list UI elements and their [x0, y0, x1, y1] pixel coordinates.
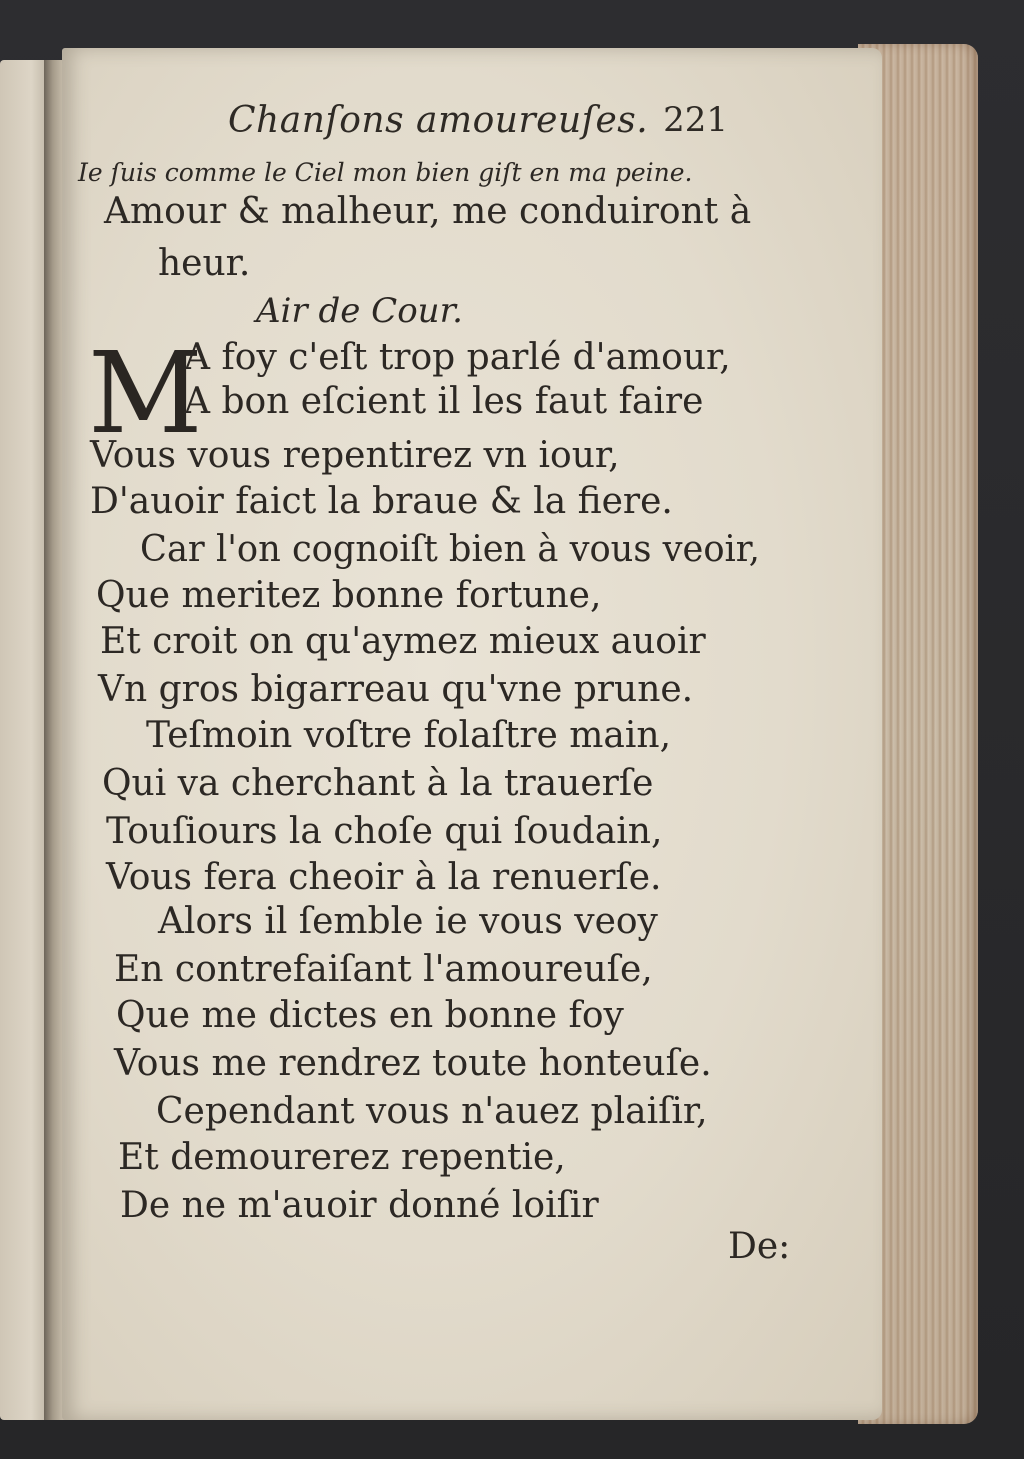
- verse-line: A foy c'eſt trop parlé d'amour,: [184, 337, 731, 378]
- verse-line: Que meritez bonne fortune,: [96, 575, 602, 616]
- verse-line: De ne m'auoir donné loiſir: [120, 1185, 599, 1226]
- verse-line: En contrefaiſant l'amoureuſe,: [114, 949, 653, 990]
- verse-line: Touſiours la choſe qui ſoudain,: [106, 811, 663, 852]
- verse-line: Que me dictes en bonne foy: [116, 995, 624, 1036]
- section-heading: Air de Cour.: [256, 291, 463, 331]
- verse-line: Alors il ſemble ie vous veoy: [158, 901, 658, 942]
- verse-line: Vous fera cheoir à la renuerſe.: [106, 857, 662, 898]
- verse-line: heur.: [158, 243, 251, 284]
- verse-line: Cependant vous n'auez plaiſir,: [156, 1091, 708, 1132]
- verse-line: Vous me rendrez toute honteuſe.: [114, 1043, 712, 1084]
- verse-line: Et croit on qu'aymez mieux auoir: [100, 621, 706, 662]
- catchword: De:: [728, 1226, 791, 1267]
- verse-line: Teſmoin voſtre folaſtre main,: [146, 715, 672, 756]
- page-number: 221: [663, 100, 728, 140]
- verse-line: Et demourerez repentie,: [118, 1137, 566, 1178]
- verse-line: A bon eſcient il les faut faire: [184, 381, 704, 422]
- verse-line: Vous vous repentirez vn iour,: [90, 435, 620, 476]
- running-title: Chanſons amoureuſes.: [228, 100, 649, 141]
- epigraph-line: Ie ſuis comme le Ciel mon bien giſt en ma peine.: [78, 158, 693, 187]
- verse-line: Qui va cherchant à la trauerſe: [102, 763, 654, 804]
- drop-cap-initial: M: [88, 329, 203, 459]
- verse-line: Car l'on cognoiſt bien à vous veoir,: [140, 529, 760, 570]
- verse-line: Vn gros bigarreau qu'vne prune.: [98, 669, 694, 710]
- verse-line: Amour & malheur, me conduiront à: [104, 191, 752, 232]
- verse-line: D'auoir faict la braue & la fiere.: [90, 481, 673, 522]
- page-header: [228, 100, 758, 150]
